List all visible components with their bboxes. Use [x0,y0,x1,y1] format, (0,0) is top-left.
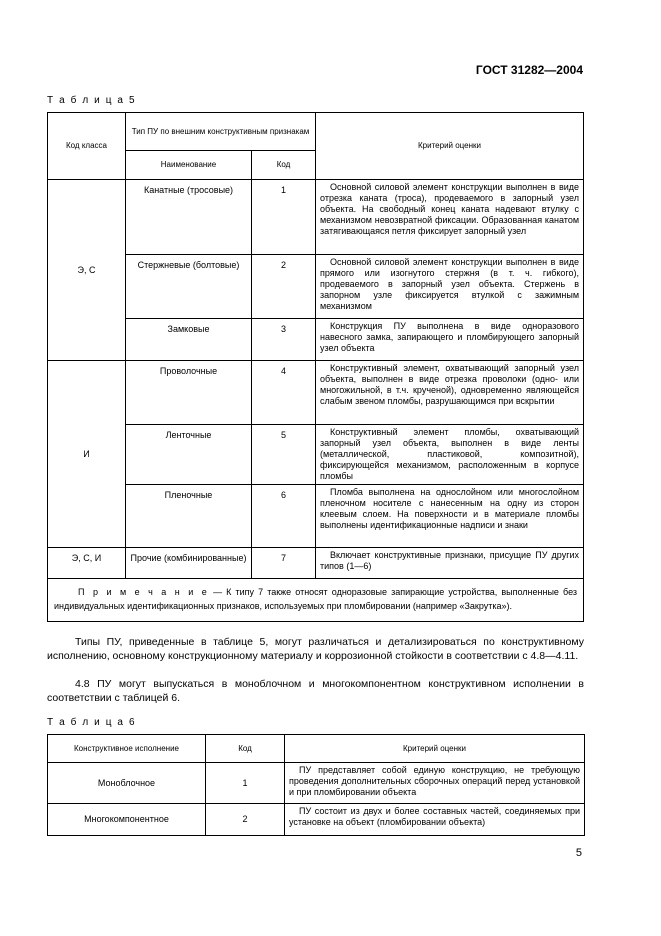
type-name: Проволочные [126,361,252,425]
table-row [48,255,584,319]
type-code: 3 [252,319,316,361]
type-name: Канатные (тросовые) [126,180,252,255]
code-cell: 1 [206,763,285,804]
type-code: 7 [252,548,316,579]
type-code: 6 [252,485,316,548]
paragraph: 4.8 ПУ могут выпускаться в моноблочном и многокомпонентном конструктивном исполнении в соответствии с таблицей 6. [47,678,584,704]
table5-note [48,579,584,622]
header-code: Код [206,735,285,763]
header-class-code: Код класса [48,113,126,180]
header-type-group: Тип ПУ по внешним конструктивным признакам [126,113,316,151]
criterion-text: Конструктивный элемент пломбы, охватывающий запорный узел объекта, выполнен в виде ленты (металлической, пластиковой, композитной), фиксирующейся механизмом, расположенным в корпусе пломбы [316,425,584,485]
table-row [48,548,584,579]
type-code: 1 [252,180,316,255]
paragraph: Типы ПУ, приведенные в таблице 5, могут различаться и детализироваться по конструктивному исполнению, основному конструкционному материалу и коррозионной стойкости в соответствии с 4.8—4.11. [47,636,584,662]
type-name: Замковые [126,319,252,361]
header-design: Конструктивное исполнение [48,735,206,763]
table-6 [47,734,585,836]
design-cell: Моноблочное [48,763,206,804]
type-code: 5 [252,425,316,485]
type-code: 2 [252,255,316,319]
criterion-text: Включает конструктивные признаки, присущие ПУ других типов (1—6) [316,548,584,579]
criterion-text: ПУ представляет собой единую конструкцию, не требующую проведения дополнительных сборочных операций перед установкой и при пломбировании объекта [285,763,585,804]
table-row [48,804,585,836]
page-number: 5 [575,847,582,859]
criterion-text: Основной силовой элемент конструкции выполнен в виде отрезка каната (троса), продеваемого в запорный узел объекта. На свободный конец каната надевают втулку с механизмом невозвратной фиксации. Образованная канатом затягивающаяся петля фиксирует запорный узел [316,180,584,255]
table-row [48,180,584,255]
standard-designation: ГОСТ 31282—2004 [475,63,583,77]
type-code: 4 [252,361,316,425]
type-name: Пленочные [126,485,252,548]
header-name: Наименование [126,151,252,180]
type-name: Стержневые (болтовые) [126,255,252,319]
table-row [48,485,584,548]
table-5 [47,112,584,622]
class-cell: Э, С, И [48,548,126,579]
criterion-text: Пломба выполнена на однослойном или многослойном пленочном носителе с нанесенным на одну из сторон клеевым слоем. На поверхности и в материале пломбы выполнены идентификационные надписи и знаки [316,485,584,548]
header-criterion: Критерий оценки [285,735,585,763]
design-cell: Многокомпонентное [48,804,206,836]
table6-caption: Т а б л и ц а 6 [47,717,137,728]
criterion-text: Конструктивный элемент, охватывающий запорный узел объекта, выполнен в виде отрезка проволоки (одно- или многожильной, в т.ч. крученой), одновременно являющейся слабым звеном пломбы, разрушающимся при вскрытии [316,361,584,425]
class-cell: И [48,361,126,548]
class-cell: Э, С [48,180,126,361]
criterion-text: Основной силовой элемент конструкции выполнен в виде прямого или изогнутого стержня (в т. ч. гибкого), продеваемого в запорный узел объекта. Стержень в запорном узле фиксируется втулкой с зажимным механизмом [316,255,584,319]
table-row [48,425,584,485]
note-label: П р и м е ч а н и е [78,587,209,597]
table-row [48,361,584,425]
table5-caption: Т а б л и ц а 5 [47,95,137,106]
code-cell: 2 [206,804,285,836]
note-text: — К типу 7 также относят одноразовые запирающие устройства, выполненные без индивидуальных идентификационных признаков, используемых при пломбировании (например «Закрутка»). [54,587,578,611]
table-row [48,763,585,804]
type-name: Прочие (комбинированные) [126,548,252,579]
criterion-text: ПУ состоит из двух и более составных частей, соединяемых при установке на объект (пломбировании объекта) [285,804,585,836]
type-name: Ленточные [126,425,252,485]
header-code: Код [252,151,316,180]
header-criterion: Критерий оценки [316,113,584,180]
criterion-text: Конструкция ПУ выполнена в виде одноразового навесного замка, запирающего и пломбирующего запорный узел объекта [316,319,584,361]
table-row [48,319,584,361]
